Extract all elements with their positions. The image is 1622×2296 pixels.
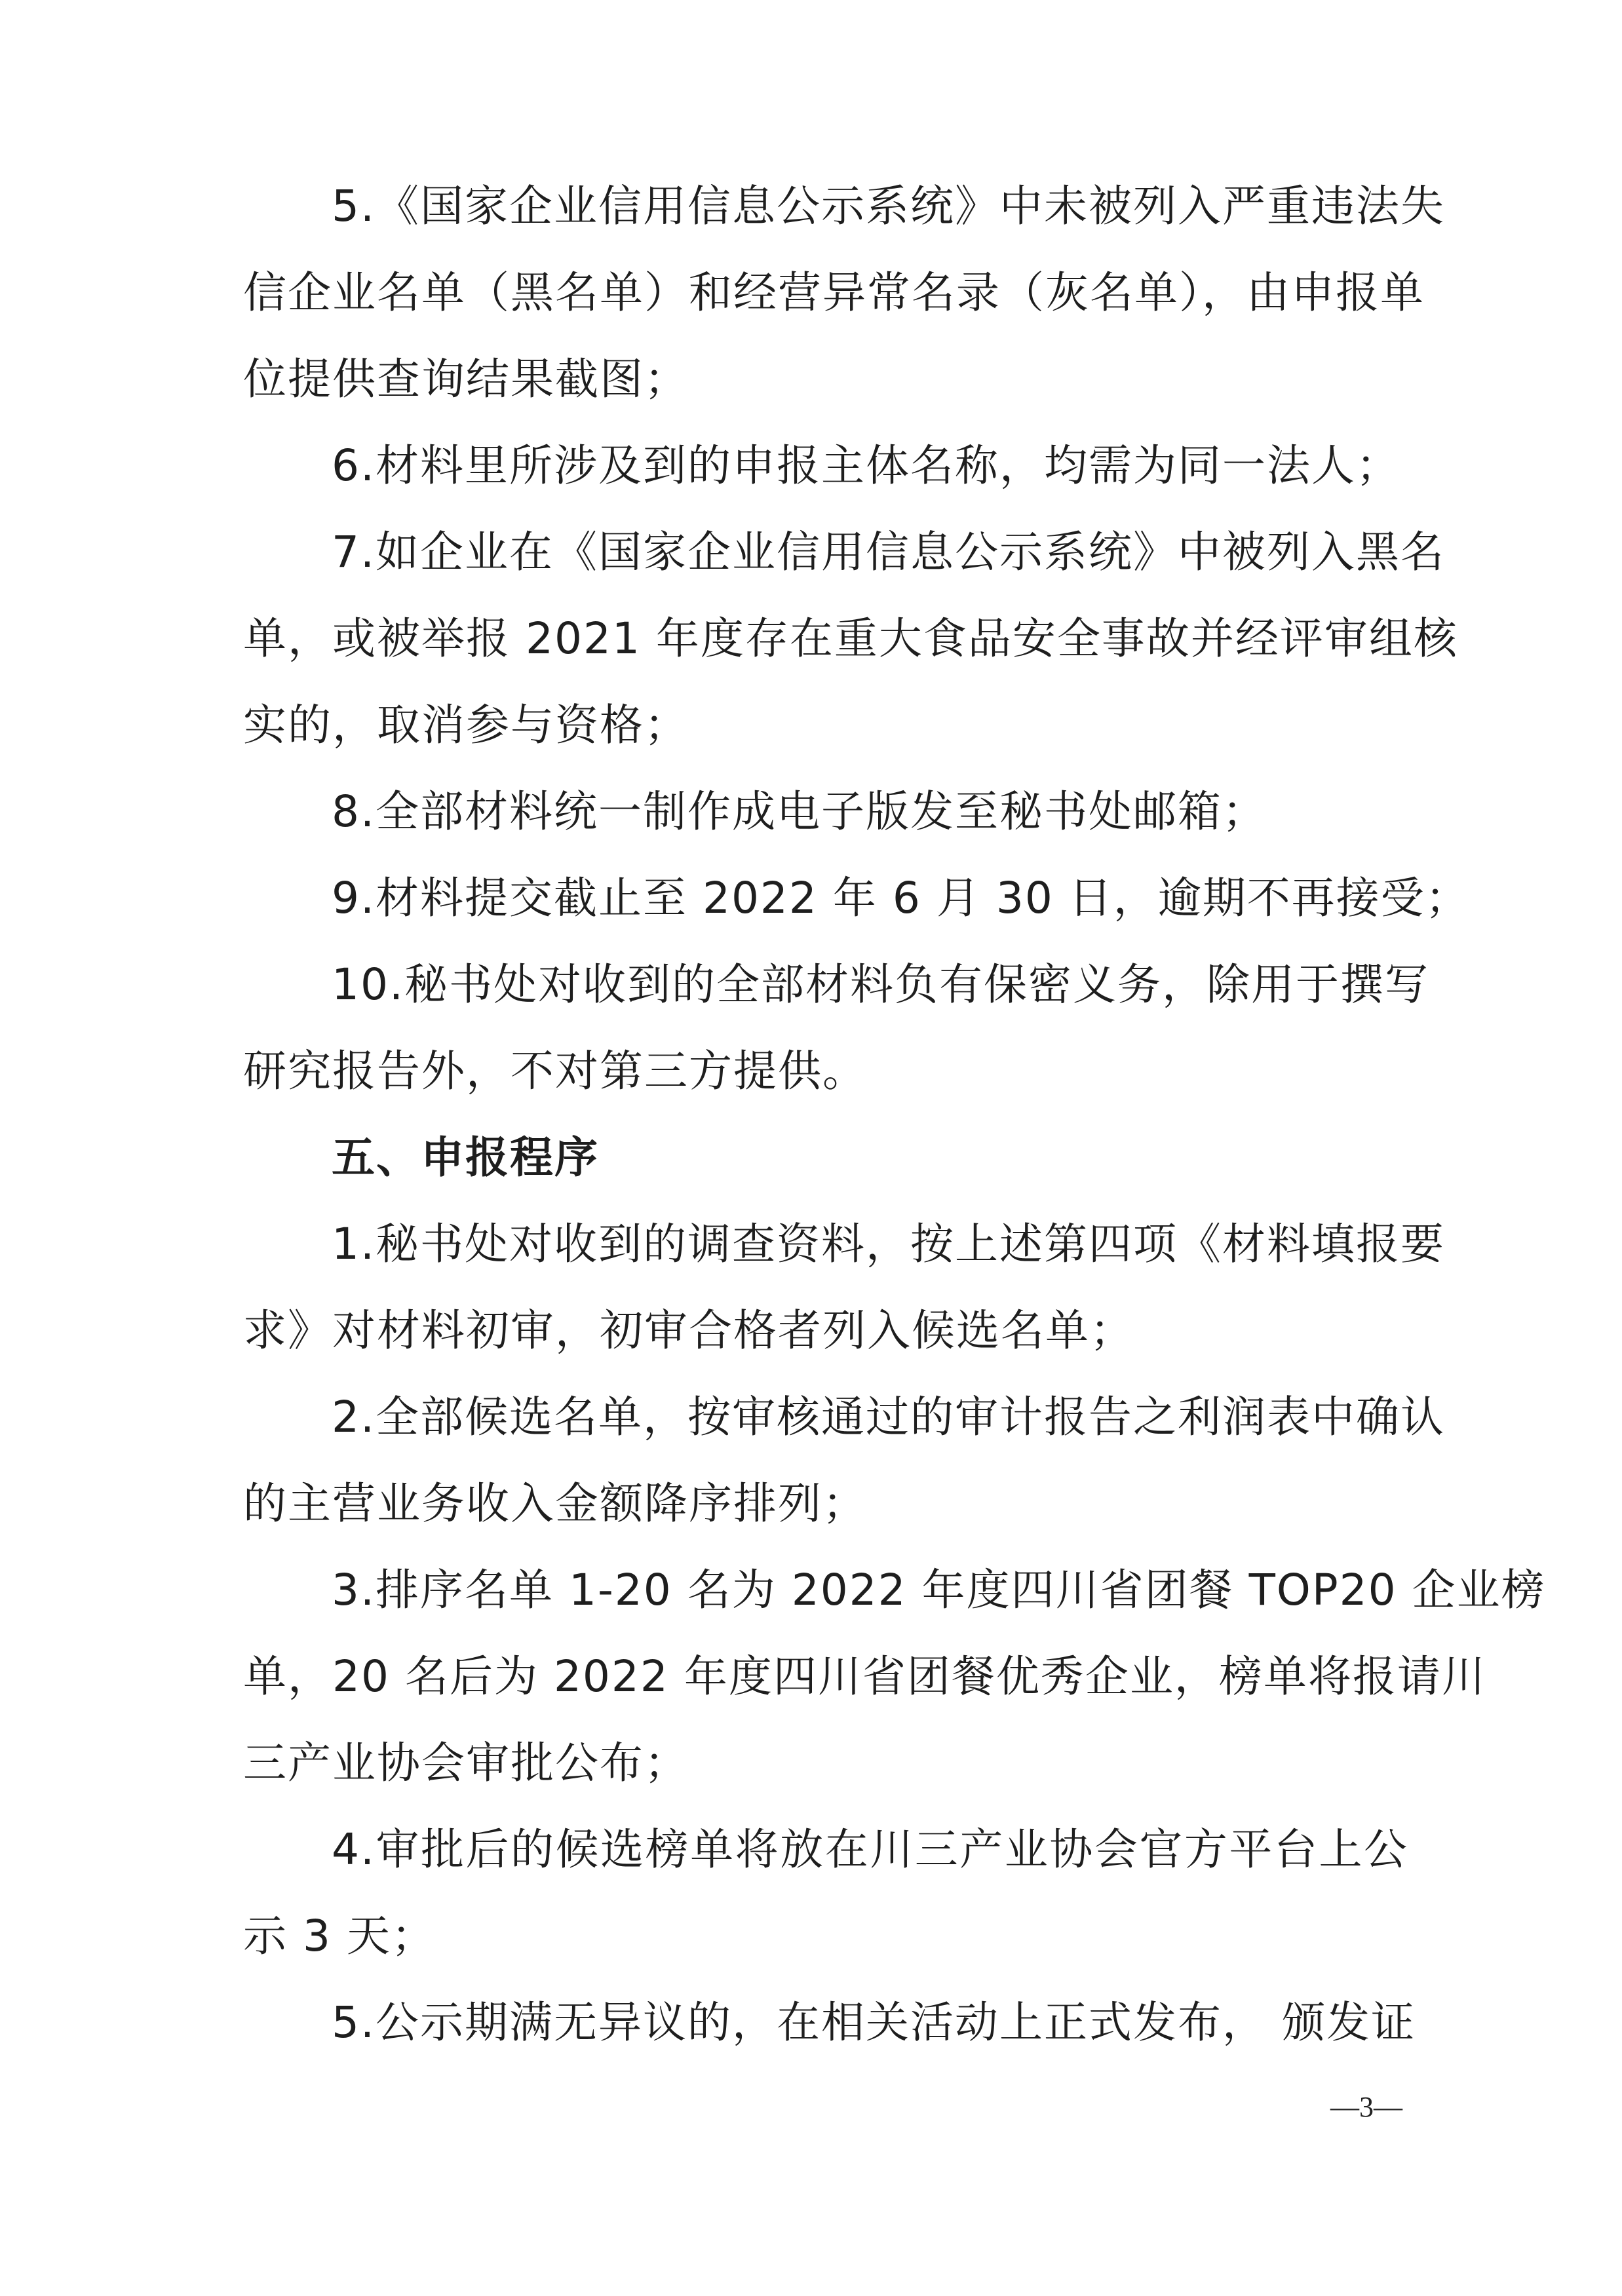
text-line: 9.材料提交截止至 2022 年 6 月 30 日，逾期不再接受； <box>332 873 1470 923</box>
document-body <box>243 163 1546 2066</box>
text-line: 实的，取消参与资格； <box>243 700 689 750</box>
text-line: 3.排序名单 1-20 名为 2022 年度四川省团餐 TOP20 企业榜 <box>332 1565 1546 1615</box>
text-line: 示 3 天； <box>243 1911 436 1961</box>
text-line: 2.全部候选名单，按审核通过的审计报告之利润表中确认 <box>332 1392 1445 1442</box>
text-line: 1.秘书处对收到的调查资料，按上述第四项《材料填报要 <box>332 1219 1445 1269</box>
text-line: 5.《国家企业信用信息公示系统》中未被列入严重违法失 <box>332 181 1445 231</box>
text-line: 6.材料里所涉及到的申报主体名称，均需为同一法人； <box>332 440 1400 491</box>
text-line: 4.审批后的候选榜单将放在川三产业协会官方平台上公 <box>332 1824 1408 1875</box>
page-number: —3— <box>1330 2091 1402 2123</box>
text-line: 的主营业务收入金额降序排列； <box>243 1478 867 1529</box>
text-line: 求》对材料初审，初审合格者列入候选名单； <box>243 1305 1134 1356</box>
text-line: 5.公示期满无异议的，在相关活动上正式发布， 颁发证 <box>332 1997 1416 2048</box>
text-line: 位提供查询结果截图； <box>243 354 689 404</box>
text-line: 10.秘书处对收到的全部材料负有保密义务，除用于撰写 <box>332 959 1429 1010</box>
text-line: 8.全部材料统一制作成电子版发至秘书处邮箱； <box>332 786 1267 837</box>
text-line: 单，20 名后为 2022 年度四川省团餐优秀企业，榜单将报请川 <box>243 1651 1486 1702</box>
text-line: 研究报告外，不对第三方提供。 <box>243 1046 867 1096</box>
text-line: 单，或被举报 2021 年度存在重大食品安全事故并经评审组核 <box>243 613 1458 664</box>
text-line: 7.如企业在《国家企业信用信息公示系统》中被列入黑名 <box>332 527 1445 577</box>
section-heading: 五、申报程序 <box>332 1132 599 1183</box>
text-line: 三产业协会审批公布； <box>243 1738 689 1788</box>
text-line: 信企业名单（黑名单）和经营异常名录（灰名单），由申报单 <box>243 267 1425 318</box>
